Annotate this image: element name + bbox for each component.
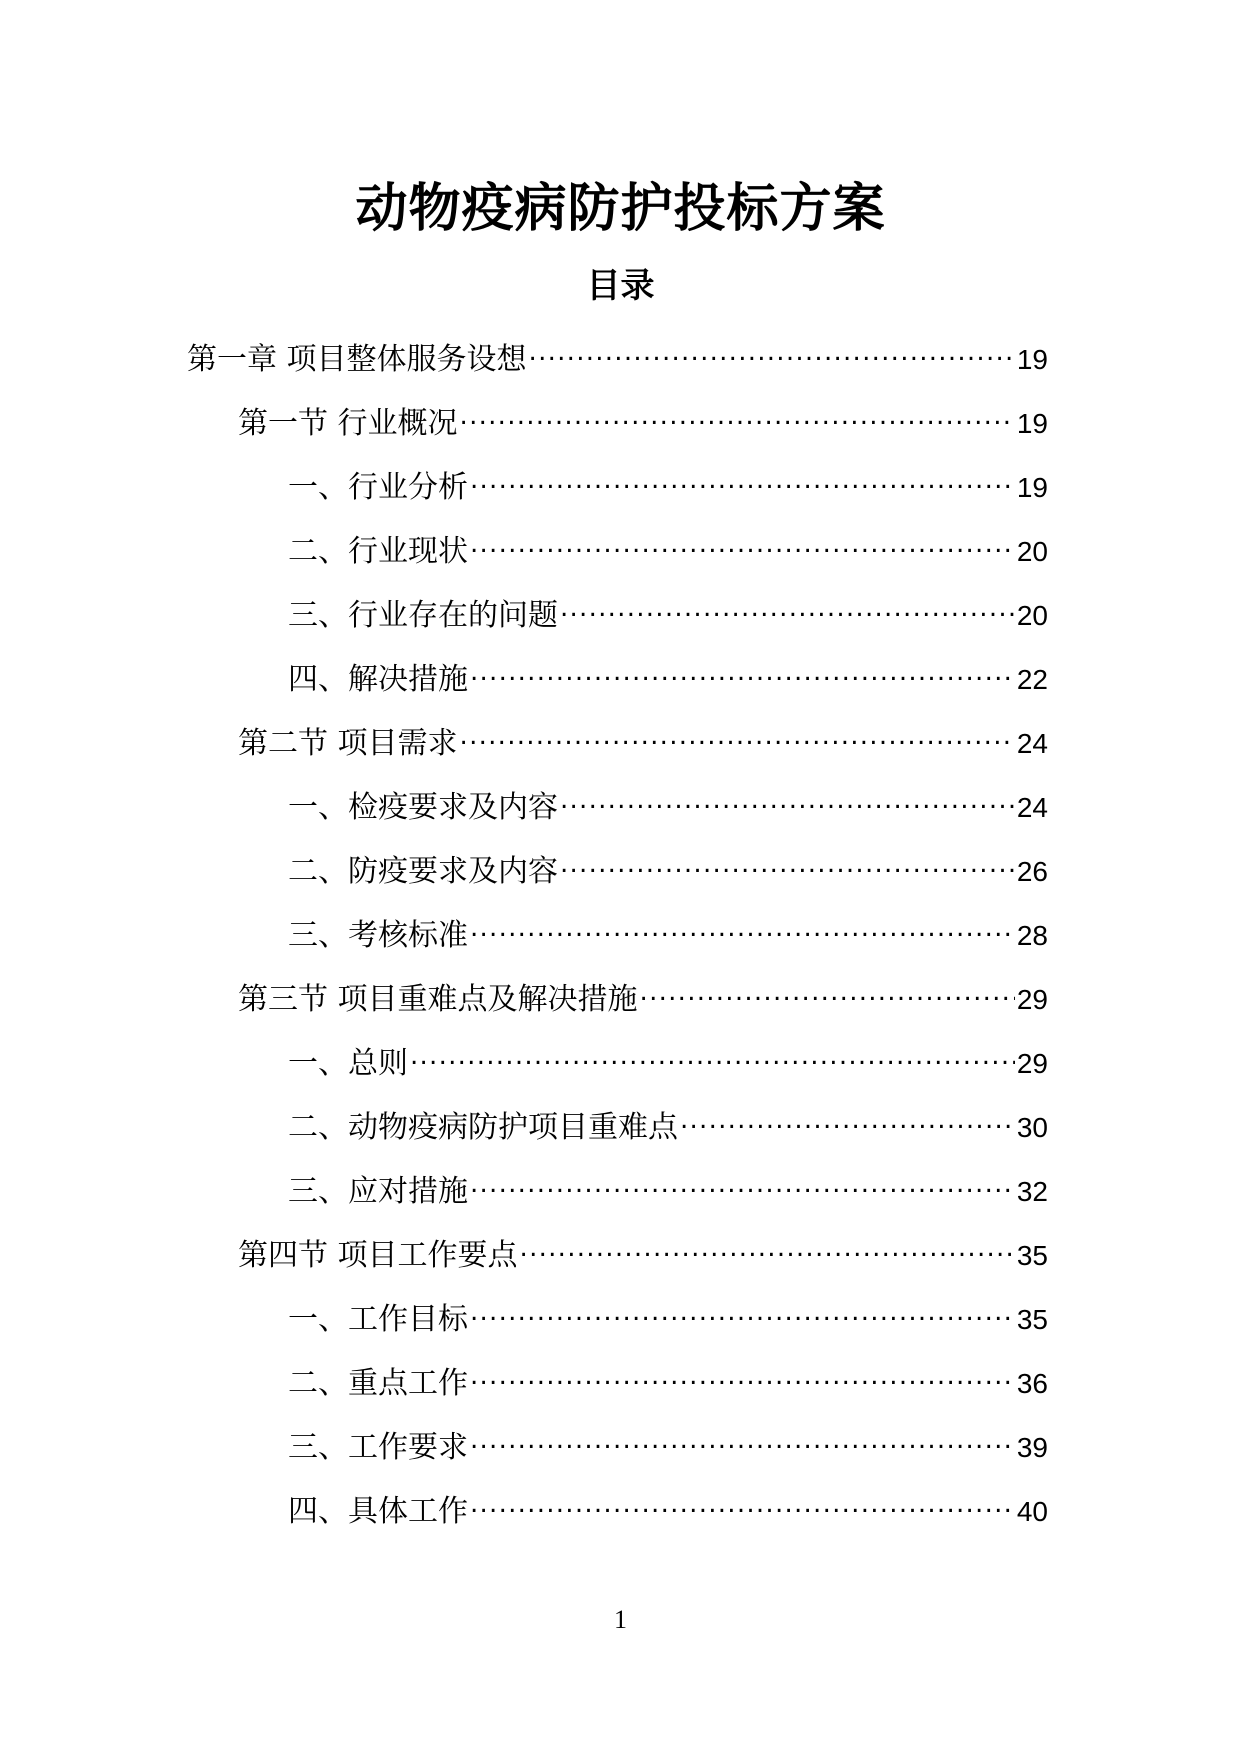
toc-entry-page: 29 [1016, 1048, 1048, 1079]
toc-entry[interactable] [288, 457, 1048, 505]
toc-entry-label: 一、检疫要求及内容 [288, 790, 558, 825]
toc-entry[interactable] [288, 1353, 1048, 1401]
toc-entry-page: 20 [1016, 536, 1048, 567]
toc-entry-label: 三、考核标准 [288, 918, 468, 953]
toc-entry[interactable] [288, 1481, 1048, 1529]
toc-entry[interactable] [288, 585, 1048, 633]
toc-entry-label: 第一章 项目整体服务设想 [187, 342, 527, 377]
toc-dot-leader [470, 905, 1015, 945]
toc-dot-leader [470, 1161, 1015, 1201]
toc-entry-page: 36 [1016, 1368, 1048, 1399]
toc-entry-page: 28 [1016, 920, 1048, 951]
toc-entry-label: 一、总则 [288, 1046, 408, 1081]
toc-entry-page: 32 [1016, 1176, 1048, 1207]
toc-entry-label: 三、工作要求 [288, 1430, 468, 1465]
toc-dot-leader [520, 1225, 1015, 1265]
toc-entry[interactable] [288, 841, 1048, 889]
toc-entry[interactable] [288, 1033, 1048, 1081]
toc-dot-leader [470, 649, 1015, 689]
toc-entry-label: 二、重点工作 [288, 1366, 468, 1401]
toc-entry-label: 三、行业存在的问题 [288, 598, 558, 633]
toc-dot-leader [529, 329, 1015, 369]
toc-entry-page: 19 [1016, 344, 1048, 375]
toc-entry-label: 第三节 项目重难点及解决措施 [238, 982, 638, 1017]
toc-entry-page: 40 [1016, 1496, 1048, 1527]
toc-entry[interactable] [288, 1289, 1048, 1337]
toc-dot-leader [470, 1353, 1015, 1393]
toc-entry-label: 二、动物疫病防护项目重难点 [288, 1110, 678, 1145]
toc-dot-leader [470, 521, 1015, 561]
toc-entry-label: 第一节 行业概况 [238, 406, 458, 441]
toc-entry[interactable] [288, 649, 1048, 697]
document-title: 动物疫病防护投标方案 [355, 179, 886, 239]
toc-entry-label: 一、行业分析 [288, 470, 468, 505]
toc-entry[interactable] [238, 1225, 1048, 1273]
toc-entry[interactable] [238, 969, 1048, 1017]
toc-entry[interactable] [288, 521, 1048, 569]
toc-dot-leader [560, 841, 1015, 881]
toc-entry[interactable] [288, 1161, 1048, 1209]
toc-entry-page: 39 [1016, 1432, 1048, 1463]
toc-entry-label: 第四节 项目工作要点 [238, 1238, 518, 1273]
toc-entry[interactable] [288, 777, 1048, 825]
toc-dot-leader [460, 393, 1015, 433]
toc-entry-label: 第二节 项目需求 [238, 726, 458, 761]
toc-entry[interactable] [288, 1097, 1048, 1145]
page-number: 1 [614, 1605, 627, 1634]
toc-dot-leader [460, 713, 1015, 753]
toc-entry[interactable] [288, 905, 1048, 953]
toc-entry-page: 20 [1016, 600, 1048, 631]
toc-entry-page: 29 [1016, 984, 1048, 1015]
toc-dot-leader [470, 457, 1015, 497]
toc-entry-page: 24 [1016, 792, 1048, 823]
toc-dot-leader [470, 1289, 1015, 1329]
toc-dot-leader [560, 585, 1015, 625]
toc-entry[interactable] [238, 713, 1048, 761]
toc-entry-page: 26 [1016, 856, 1048, 887]
toc-entry-label: 二、行业现状 [288, 534, 468, 569]
toc-dot-leader [410, 1033, 1015, 1073]
toc-entry-page: 35 [1016, 1240, 1048, 1271]
toc-entry-page: 19 [1016, 472, 1048, 503]
toc-heading: 目录 [586, 266, 655, 306]
toc-entry-label: 二、防疫要求及内容 [288, 854, 558, 889]
toc-entry-label: 四、解决措施 [288, 662, 468, 697]
toc-entry[interactable] [238, 393, 1048, 441]
toc-dot-leader [680, 1097, 1015, 1137]
toc-entry-label: 四、具体工作 [288, 1494, 468, 1529]
toc-dot-leader [560, 777, 1015, 817]
toc-entry-page: 30 [1016, 1112, 1048, 1143]
toc-dot-leader [470, 1481, 1015, 1521]
toc-entry-page: 19 [1016, 408, 1048, 439]
toc-entry-page: 22 [1016, 664, 1048, 695]
toc-entry-page: 35 [1016, 1304, 1048, 1335]
toc-entry[interactable] [187, 329, 1048, 377]
toc-entry-label: 一、工作目标 [288, 1302, 468, 1337]
toc-dot-leader [640, 969, 1015, 1009]
toc-entry-label: 三、应对措施 [288, 1174, 468, 1209]
toc-dot-leader [470, 1417, 1015, 1457]
toc-entry-page: 24 [1016, 728, 1048, 759]
toc-entry[interactable] [288, 1417, 1048, 1465]
